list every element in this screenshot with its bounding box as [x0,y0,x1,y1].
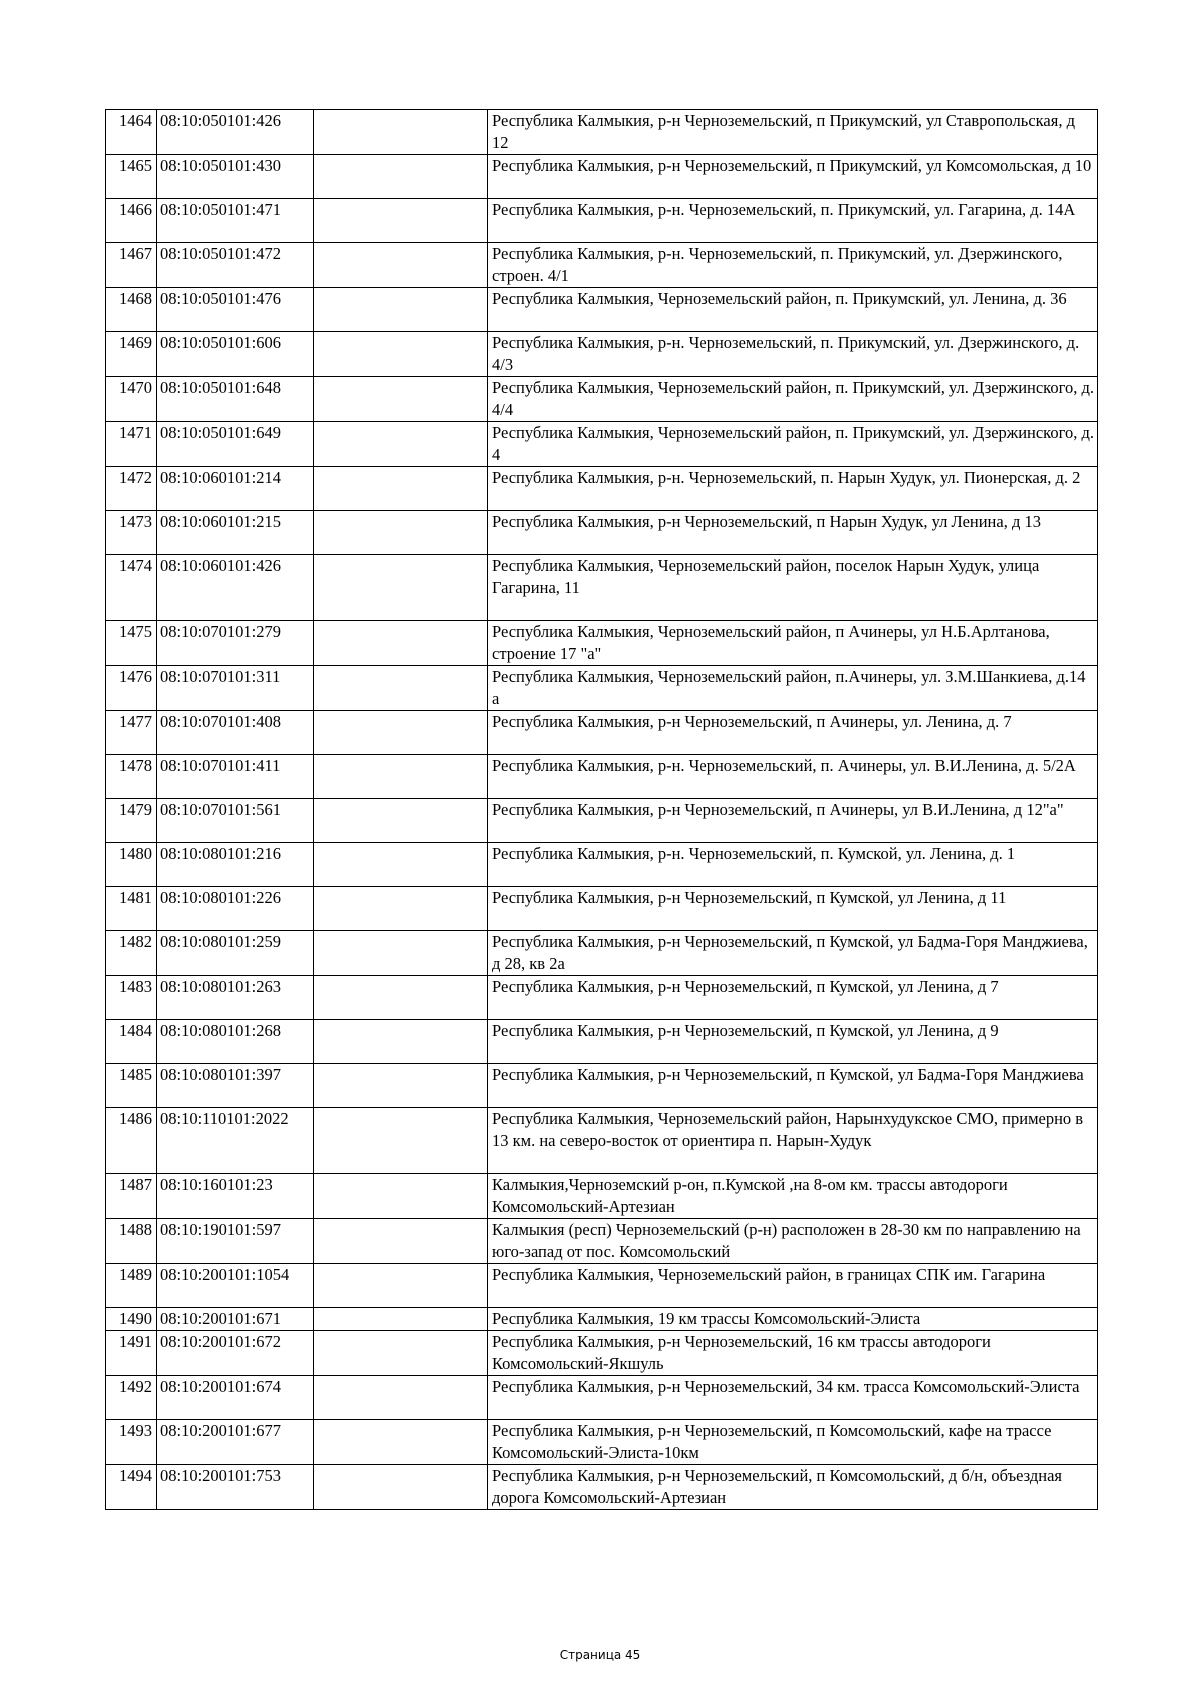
empty-cell [314,1465,488,1510]
row-number: 1491 [106,1331,157,1376]
address: Республика Калмыкия, 19 км трассы Комсомольский-Элиста [488,1308,1098,1331]
empty-cell [314,1174,488,1219]
empty-cell [314,1064,488,1108]
cadastral-number: 08:10:080101:397 [157,1064,314,1108]
address: Республика Калмыкия, р-н Черноземельский, п Ачинеры, ул. Ленина, д. 7 [488,711,1098,755]
row-number: 1494 [106,1465,157,1510]
empty-cell [314,110,488,155]
page-footer [0,1648,1200,1662]
cadastral-number: 08:10:200101:672 [157,1331,314,1376]
row-number: 1466 [106,199,157,243]
address: Республика Калмыкия, р-н Черноземельский, п Кумской, ул Бадма-Горя Манджиева, д 28, кв 2а [488,931,1098,976]
address: Республика Калмыкия, р-н Черноземельский, п Кумской, ул Ленина, д 11 [488,887,1098,931]
table-row [106,711,1098,755]
address: Республика Калмыкия, р-н Черноземельский, п Прикумский, ул Комсомольская, д 10 [488,155,1098,199]
row-number: 1467 [106,243,157,288]
table-row [106,1108,1098,1174]
empty-cell [314,1308,488,1331]
cadastral-number: 08:10:070101:279 [157,621,314,666]
address: Республика Калмыкия, р-н Черноземельский, п Кумской, ул Ленина, д 7 [488,976,1098,1020]
address: Республика Калмыкия, Черноземельский район, п. Прикумский, ул. Дзержинского, д. 4 [488,422,1098,467]
empty-cell [314,422,488,467]
address: Республика Калмыкия, Черноземельский район, в границах СПК им. Гагарина [488,1264,1098,1308]
row-number: 1471 [106,422,157,467]
table-row [106,422,1098,467]
table-row [106,1219,1098,1264]
empty-cell [314,666,488,711]
address: Республика Калмыкия, р-н Черноземельский, п Кумской, ул Ленина, д 9 [488,1020,1098,1064]
cadastral-number: 08:10:050101:426 [157,110,314,155]
empty-cell [314,931,488,976]
row-number: 1472 [106,467,157,511]
address: Республика Калмыкия, Черноземельский район, поселок Нарын Худук, улица Гагарина, 11 [488,555,1098,621]
cadastral-number: 08:10:070101:408 [157,711,314,755]
empty-cell [314,621,488,666]
registry-table-body [106,110,1098,1510]
table-row [106,666,1098,711]
cadastral-number: 08:10:050101:649 [157,422,314,467]
row-number: 1481 [106,887,157,931]
table-row [106,467,1098,511]
cadastral-number: 08:10:070101:561 [157,799,314,843]
table-row [106,243,1098,288]
table-row [106,843,1098,887]
cadastral-number: 08:10:060101:215 [157,511,314,555]
table-row [106,288,1098,332]
empty-cell [314,1219,488,1264]
cadastral-number: 08:10:080101:216 [157,843,314,887]
address: Республика Калмыкия, р-н Черноземельский, п Прикумский, ул Ставропольская, д 12 [488,110,1098,155]
table-row [106,621,1098,666]
address: Республика Калмыкия, р-н Черноземельский, п Нарын Худук, ул Ленина, д 13 [488,511,1098,555]
row-number: 1490 [106,1308,157,1331]
table-row [106,1064,1098,1108]
cadastral-number: 08:10:050101:476 [157,288,314,332]
cadastral-number: 08:10:080101:268 [157,1020,314,1064]
row-number: 1464 [106,110,157,155]
address: Республика Калмыкия, р-н Черноземельский, 34 км. трасса Комсомольский-Элиста [488,1376,1098,1420]
cadastral-number: 08:10:070101:311 [157,666,314,711]
row-number: 1479 [106,799,157,843]
table-row [106,332,1098,377]
address: Республика Калмыкия, р-н Черноземельский, п Кумской, ул Бадма-Горя Манджиева [488,1064,1098,1108]
cadastral-number: 08:10:060101:214 [157,467,314,511]
cadastral-number: 08:10:080101:259 [157,931,314,976]
table-row [106,1465,1098,1510]
table-row [106,887,1098,931]
empty-cell [314,467,488,511]
row-number: 1484 [106,1020,157,1064]
table-row [106,931,1098,976]
address: Республика Калмыкия, р-н. Черноземельский, п. Кумской, ул. Ленина, д. 1 [488,843,1098,887]
empty-cell [314,1420,488,1465]
cadastral-number: 08:10:200101:1054 [157,1264,314,1308]
address: Калмыкия (респ) Черноземельский (р-н) расположен в 28-30 км по направлению на юго-запад от пос. Комсомольский [488,1219,1098,1264]
row-number: 1476 [106,666,157,711]
address: Республика Калмыкия, Черноземельский район, п. Прикумский, ул. Дзержинского, д. 4/4 [488,377,1098,422]
address: Республика Калмыкия, р-н. Черноземельский, п. Нарын Худук, ул. Пионерская, д. 2 [488,467,1098,511]
row-number: 1482 [106,931,157,976]
address: Республика Калмыкия, Черноземельский район, п.Ачинеры, ул. З.М.Шанкиева, д.14 а [488,666,1098,711]
table-row [106,377,1098,422]
row-number: 1483 [106,976,157,1020]
cadastral-number: 08:10:160101:23 [157,1174,314,1219]
table-row [106,1174,1098,1219]
table-row [106,755,1098,799]
empty-cell [314,555,488,621]
empty-cell [314,1108,488,1174]
address: Республика Калмыкия, Черноземельский район, п Ачинеры, ул Н.Б.Арлтанова, строение 17 "а" [488,621,1098,666]
empty-cell [314,976,488,1020]
address: Республика Калмыкия, р-н Черноземельский, п Ачинеры, ул В.И.Ленина, д 12"а" [488,799,1098,843]
cadastral-number: 08:10:070101:411 [157,755,314,799]
empty-cell [314,288,488,332]
empty-cell [314,377,488,422]
address: Республика Калмыкия, Черноземельский район, п. Прикумский, ул. Ленина, д. 36 [488,288,1098,332]
address: Республика Калмыкия, р-н Черноземельский, п Комсомольский, кафе на трассе Комсомольский-Элиста-10км [488,1420,1098,1465]
empty-cell [314,511,488,555]
empty-cell [314,887,488,931]
empty-cell [314,799,488,843]
cadastral-number: 08:10:050101:472 [157,243,314,288]
table-row [106,155,1098,199]
registry-table [105,109,1098,1510]
cadastral-number: 08:10:200101:674 [157,1376,314,1420]
table-row [106,511,1098,555]
cadastral-number: 08:10:200101:753 [157,1465,314,1510]
empty-cell [314,199,488,243]
address: Республика Калмыкия, р-н Черноземельский, п Комсомольский, д б/н, объездная дорога Комсомольский-Артезиан [488,1465,1098,1510]
cadastral-number: 08:10:200101:671 [157,1308,314,1331]
empty-cell [314,1376,488,1420]
row-number: 1489 [106,1264,157,1308]
address: Республика Калмыкия, р-н. Черноземельский, п. Ачинеры, ул. В.И.Ленина, д. 5/2А [488,755,1098,799]
row-number: 1475 [106,621,157,666]
row-number: 1488 [106,1219,157,1264]
row-number: 1474 [106,555,157,621]
cadastral-number: 08:10:050101:606 [157,332,314,377]
address: Республика Калмыкия, р-н. Черноземельский, п. Прикумский, ул. Дзержинского, строен. 4/1 [488,243,1098,288]
row-number: 1473 [106,511,157,555]
address: Республика Калмыкия, Черноземельский район, Нарынхудукское СМО, примерно в 13 км. на северо-восток от ориентира п. Нарын-Худук [488,1108,1098,1174]
table-row [106,110,1098,155]
row-number: 1468 [106,288,157,332]
table-row [106,1376,1098,1420]
row-number: 1493 [106,1420,157,1465]
empty-cell [314,1264,488,1308]
table-row [106,799,1098,843]
empty-cell [314,155,488,199]
empty-cell [314,755,488,799]
table-row [106,976,1098,1020]
empty-cell [314,843,488,887]
row-number: 1486 [106,1108,157,1174]
cadastral-number: 08:10:110101:2022 [157,1108,314,1174]
row-number: 1469 [106,332,157,377]
row-number: 1478 [106,755,157,799]
cadastral-number: 08:10:080101:263 [157,976,314,1020]
cadastral-number: 08:10:050101:430 [157,155,314,199]
address: Республика Калмыкия, р-н Черноземельский, 16 км трассы автодороги Комсомольский-Якшуль [488,1331,1098,1376]
page-number: Страница 45 [559,1648,641,1662]
empty-cell [314,332,488,377]
address: Калмыкия,Черноземский р-он, п.Кумской ,на 8-ом км. трассы автодороги Комсомольский-Артезиан [488,1174,1098,1219]
cadastral-number: 08:10:060101:426 [157,555,314,621]
row-number: 1485 [106,1064,157,1108]
table-row [106,199,1098,243]
table-row [106,1020,1098,1064]
row-number: 1487 [106,1174,157,1219]
empty-cell [314,711,488,755]
cadastral-number: 08:10:050101:471 [157,199,314,243]
row-number: 1465 [106,155,157,199]
address: Республика Калмыкия, р-н. Черноземельский, п. Прикумский, ул. Гагарина, д. 14А [488,199,1098,243]
table-row [106,1264,1098,1308]
cadastral-number: 08:10:190101:597 [157,1219,314,1264]
row-number: 1480 [106,843,157,887]
table-row [106,1331,1098,1376]
cadastral-number: 08:10:200101:677 [157,1420,314,1465]
empty-cell [314,243,488,288]
table-row [106,1420,1098,1465]
table-row [106,1308,1098,1331]
empty-cell [314,1020,488,1064]
row-number: 1492 [106,1376,157,1420]
row-number: 1477 [106,711,157,755]
cadastral-number: 08:10:050101:648 [157,377,314,422]
cadastral-number: 08:10:080101:226 [157,887,314,931]
address: Республика Калмыкия, р-н. Черноземельский, п. Прикумский, ул. Дзержинского, д. 4/3 [488,332,1098,377]
table-row [106,555,1098,621]
empty-cell [314,1331,488,1376]
row-number: 1470 [106,377,157,422]
